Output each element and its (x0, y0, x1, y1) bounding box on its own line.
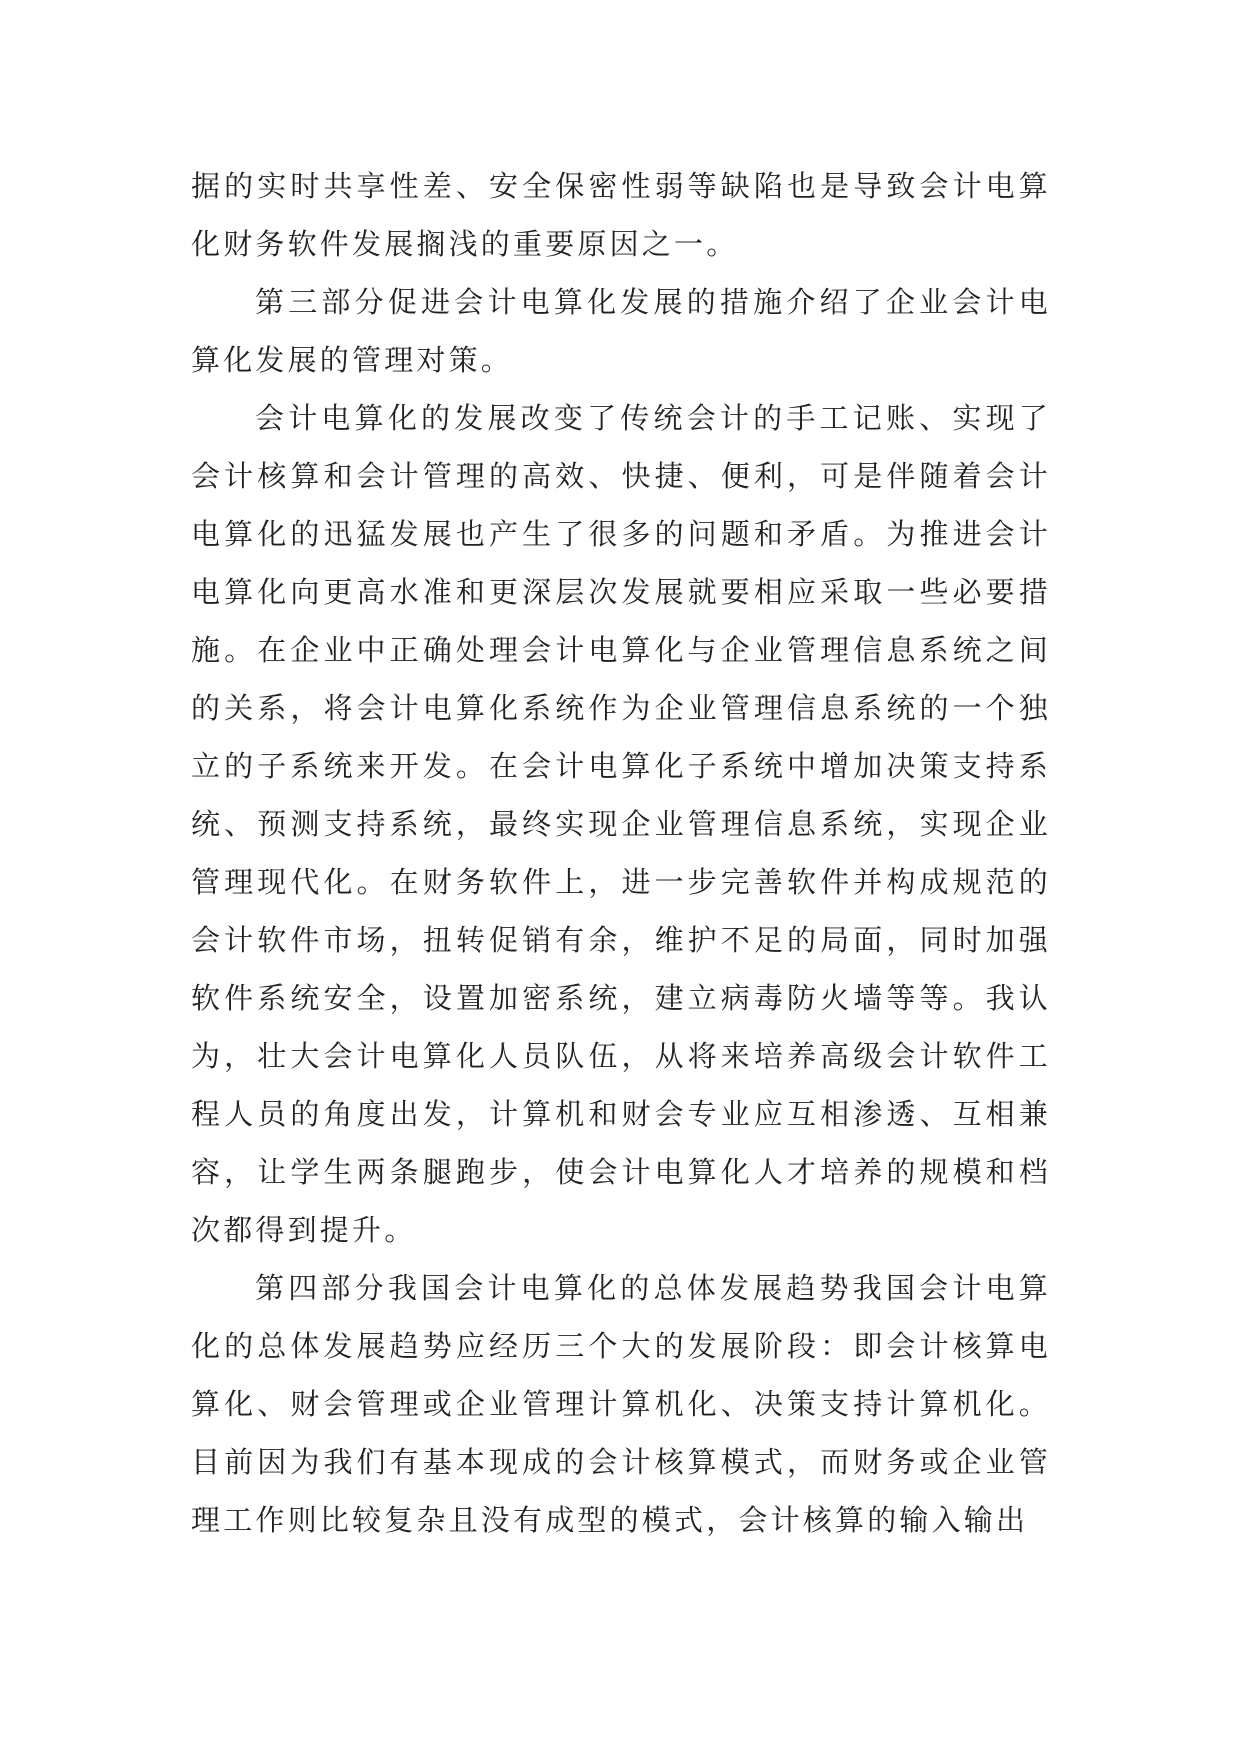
paragraph-part-four: 第四部分我国会计电算化的总体发展趋势我国会计电算化的总体发展趋势应经历三个大的发展阶段：即会计核算电算化、财会管理或企业管理计算机化、决策支持计算机化。目前因为我们有基本现成的会计核算模式，而财务或企业管理工作则比较复杂且没有成型的模式，会计核算的输入输出 (191, 1271, 1051, 1537)
paragraph-continued: 据的实时共享性差、安全保密性弱等缺陷也是导致会计电算化财务软件发展搁浅的重要原因之一。 (191, 169, 1051, 261)
paragraph-part-three: 第三部分促进会计电算化发展的措施介绍了企业会计电算化发展的管理对策。 (191, 285, 1051, 377)
paragraph-measures: 会计电算化的发展改变了传统会计的手工记账、实现了会计核算和会计管理的高效、快捷、便利，可是伴随着会计电算化的迅猛发展也产生了很多的问题和矛盾。为推进会计电算化向更高水准和更深层次发展就要相应采取一些必要措施。在企业中正确处理会计电算化与企业管理信息系统之间的关系，将会计电算化系统作为企业管理信息系统的一个独立的子系统来开发。在会计电算化子系统中增加决策支持系统、预测支持系统，最终实现企业管理信息系统，实现企业管理现代化。在财务软件上，进一步完善软件并构成规范的会计软件市场，扭转促销有余，维护不足的局面，同时加强软件系统安全，设置加密系统，建立病毒防火墙等等。我认为，壮大会计电算化人员队伍，从将来培养高级会计软件工程人员的角度出发，计算机和财会专业应互相渗透、互相兼容，让学生两条腿跑步，使会计电算化人才培养的规模和档次都得到提升。 (191, 401, 1051, 1247)
document-body (191, 157, 1051, 1549)
